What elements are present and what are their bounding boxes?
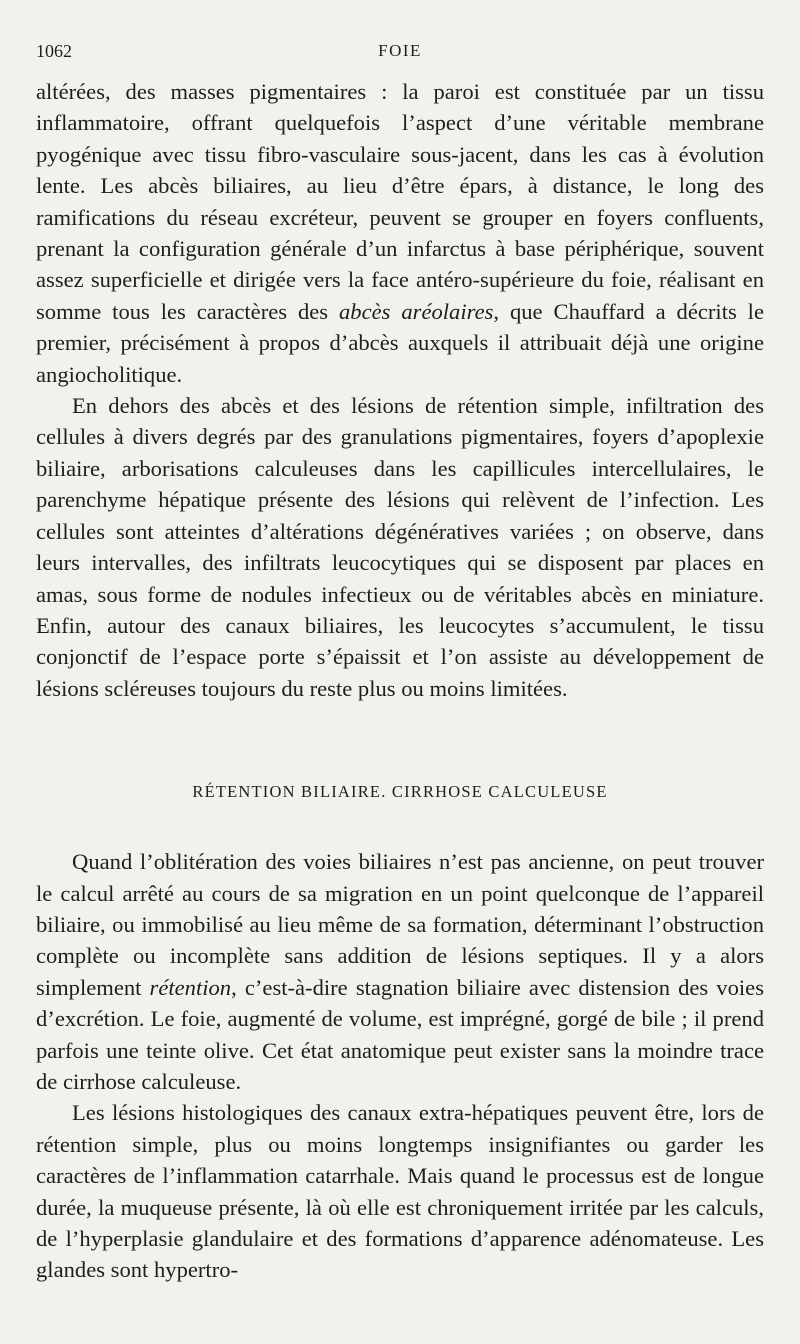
page-number: 1062 xyxy=(36,41,72,61)
running-title: FOIE xyxy=(378,41,422,60)
paragraph-text: , que Chauffard a décrits le premier, précisément à propos d’abcès auxquels il attribuait déjà une origine angiocholitique. xyxy=(36,298,764,387)
paragraph-lesions-parenchyme: En dehors des abcès et des lésions de rétention simple, infiltration des cellules à divers degrés par des granulations pigmentaires, foyers d’apoplexie biliaire, arborisations calculeuses dans les capillicules intercellulaires, le parenchyme hépatique présente des lésions qui relèvent de l’infection. Les cellules sont atteintes d’altérations dégénératives variées ; on observe, dans leurs intervalles, des infiltrats leucocytiques qui se disposent par places en amas, sous forme de nodules infectieux ou de véritables abcès en miniature. Enfin, autour des canaux biliaires, les leucocytes s’accumulent, le tissu conjonctif de l’espace porte s’épaissit et l’on assiste au développement de lésions scléreuses toujours du reste plus ou moins limitées. xyxy=(36,393,764,701)
paragraph-text: altérées, des masses pigmentaires : la paroi est constituée par un tissu inflammatoire, offrant quelquefois l’aspect d’une véritable membrane pyogénique avec tissu fibro-vasculaire sous-jacent, dans les cas à évolution lente. Les abcès biliaires, au lieu d’être épars, à distance, le long des ramifications du réseau excréteur, peuvent se grouper en foyers confluents, prenant la configuration générale d’un infarctus à base périphérique, souvent assez superficielle et dirigée vers la face antéro-supérieure du foie, réalisant en somme tous les caractères des xyxy=(36,79,764,324)
section-heading: RÉTENTION BILIAIRE. CIRRHOSE CALCULEUSE xyxy=(192,782,608,802)
body-text-upper xyxy=(36,76,764,704)
paragraph-text: , c’est-à-dire stagnation biliaire avec distension des voies d’excrétion. Le foie, augmenté de volume, est imprégné, gorgé de bile ; il prend parfois une teinte olive. Cet état anatomique peut exister sans la moindre trace de cirrhose calculeuse. xyxy=(36,974,764,1094)
paragraph-retention xyxy=(36,846,764,1097)
paragraph-lesions-histologiques: Les lésions histologiques des canaux extra-hépatiques peuvent être, lors de rétention simple, plus ou moins longtemps insignifiantes ou garder les caractères de l’inflammation catarrhale. Mais quand le processus est de longue durée, la muqueuse présente, là où elle est chroniquement irritée par les calculs, de l’hyperplasie glandulaire et des formations d’apparence adénomateuse. Les glandes sont hypertro- xyxy=(36,1100,764,1283)
italic-term: abcès aréolaires xyxy=(339,298,494,324)
running-head xyxy=(36,36,764,66)
body-text-lower xyxy=(36,846,764,1286)
paragraph-abces-areolaires xyxy=(36,76,764,390)
paragraph-text: Quand l’oblitération des voies biliaires n’est pas ancienne, on peut trouver le calcul arrêté au cours de sa migration en un point quelconque de l’appareil biliaire, ou immobilisé au lieu même de sa formation, déterminant l’obstruction complète ou incomplète sans addition de lésions septiques. Il y a alors simplement xyxy=(36,849,764,1000)
italic-term: rétention xyxy=(149,974,232,1000)
